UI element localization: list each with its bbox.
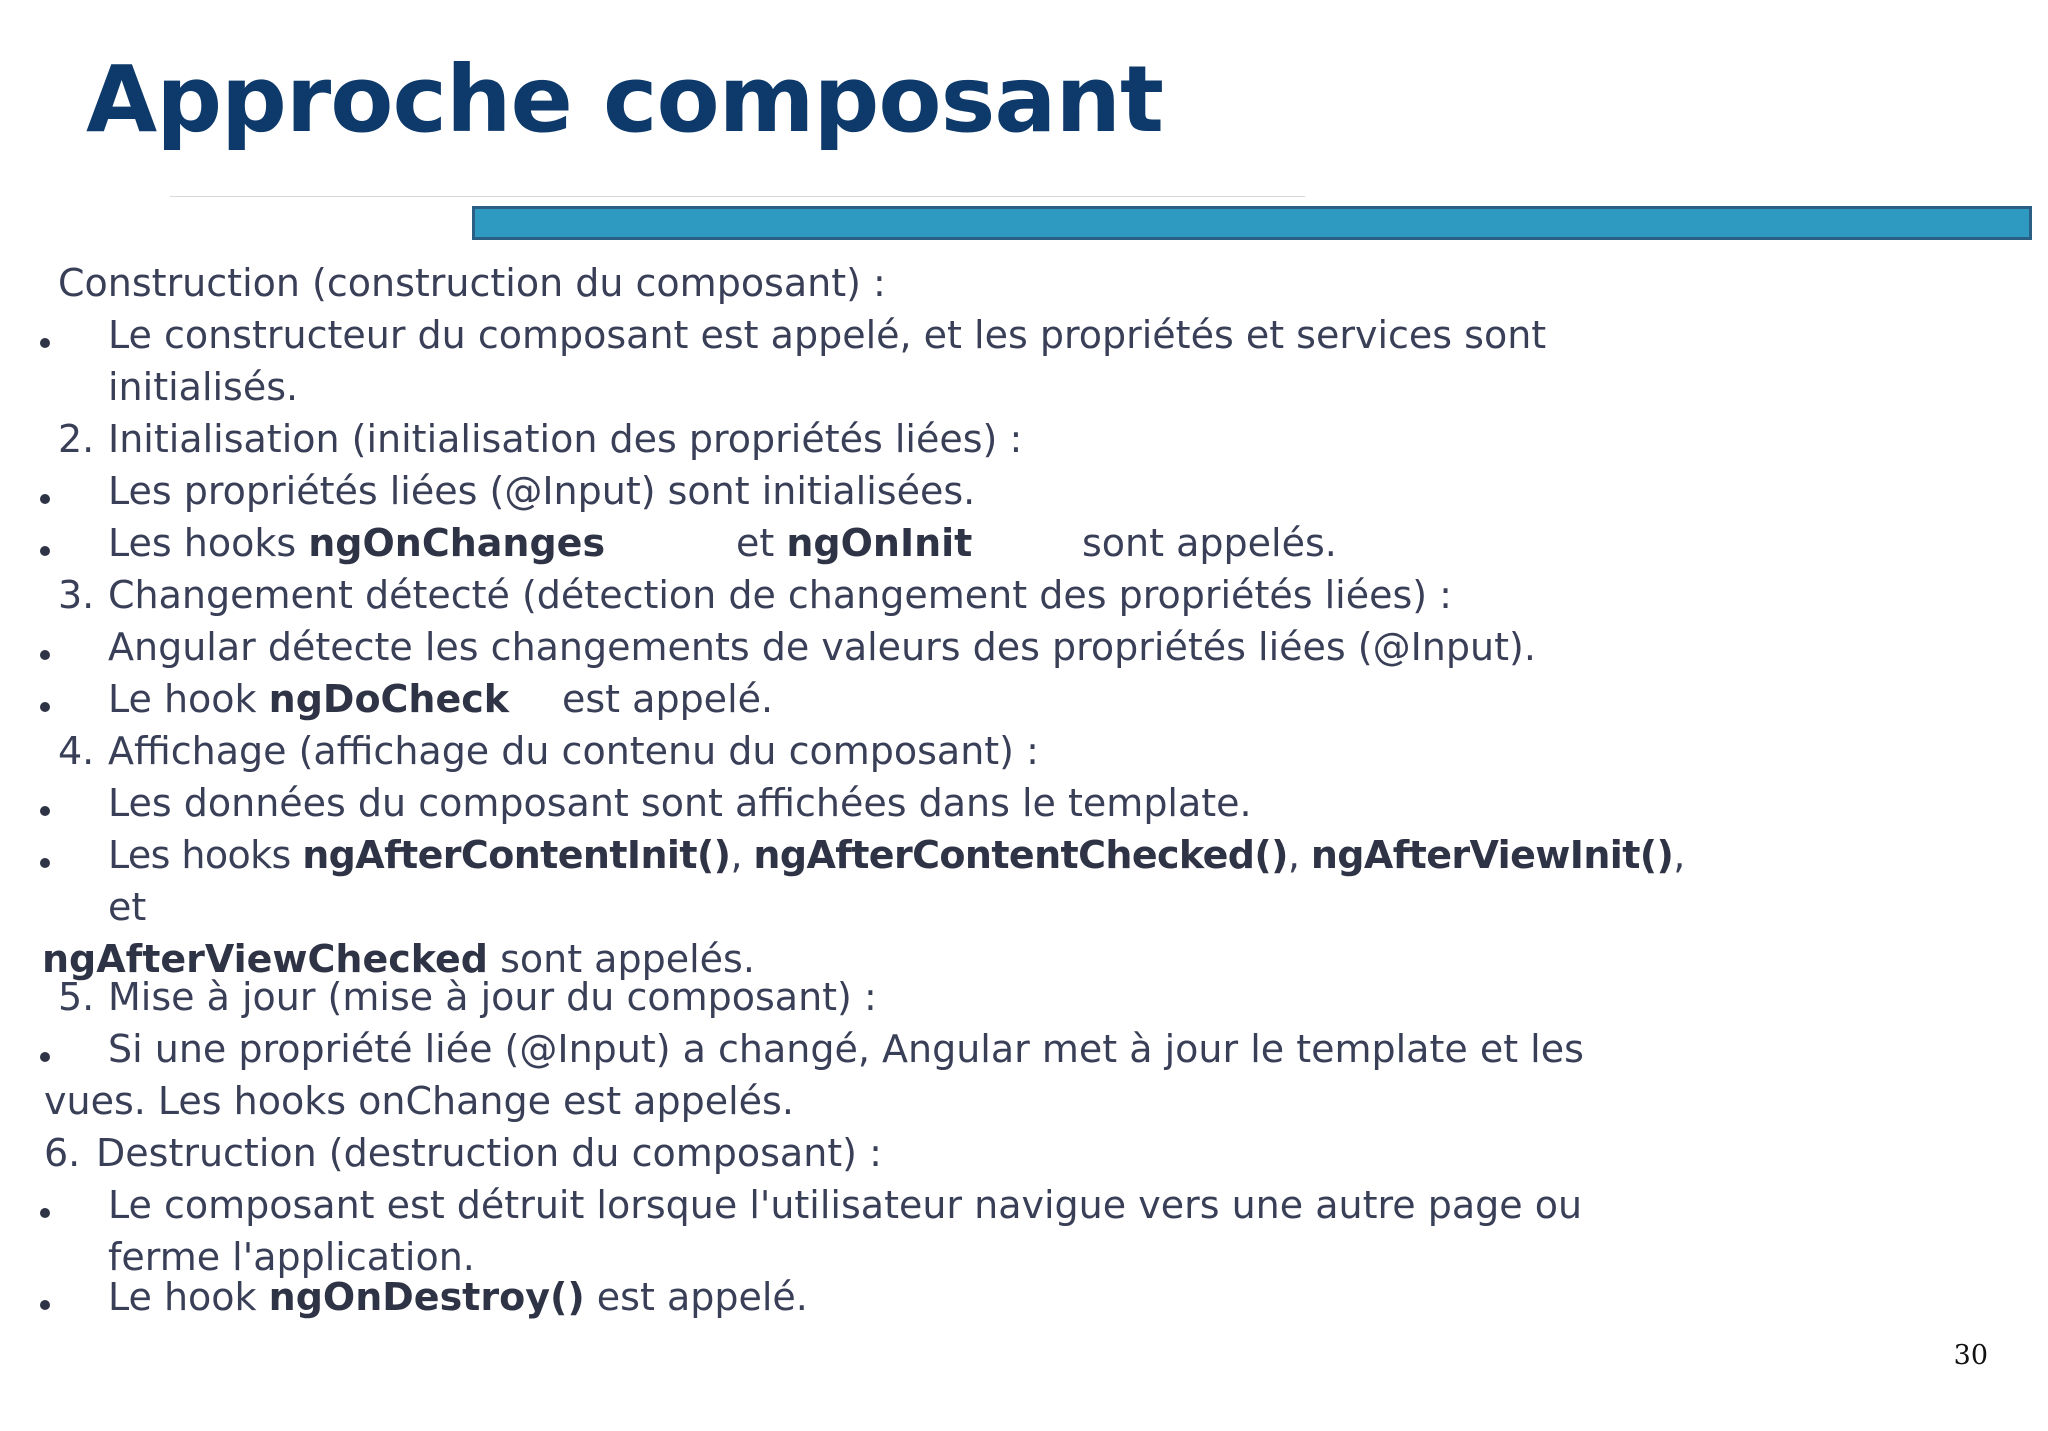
update-heading: Mise à jour (mise à jour du composant) :: [108, 975, 877, 1019]
slide-title: Approche composant: [86, 46, 1163, 153]
page-number: 30: [1953, 1340, 1988, 1371]
init-bullet-2-pre: Les hooks: [108, 521, 309, 565]
title-divider: [170, 196, 1305, 197]
bullet-dot: [40, 858, 50, 868]
ngaftercontentinit-hook: ngAfterContentInit(): [302, 833, 731, 877]
init-number: 2.: [58, 417, 95, 461]
bullet-dot: [40, 650, 50, 660]
change-bullet-2-pre: Le hook: [108, 677, 269, 721]
separator: ,: [1673, 833, 1685, 877]
destroy-bullet-2-pre: Le hook: [108, 1275, 269, 1319]
separator: ,: [1287, 833, 1311, 877]
ngondestroy-hook: ngOnDestroy(): [268, 1275, 585, 1319]
bullet-dot: [40, 494, 50, 504]
display-bullet-2-line-3-post: sont appelés.: [487, 937, 755, 981]
destroy-bullet-1-line-1: Le composant est détruit lorsque l'utilisateur navigue vers une autre page ou: [108, 1183, 1583, 1227]
bullet-dot: [40, 806, 50, 816]
change-number: 3.: [58, 573, 95, 617]
bullet-dot: [40, 1208, 50, 1218]
ngaftercontentchecked-hook: ngAfterContentChecked(): [753, 833, 1288, 877]
update-bullet-1-line-2: vues. Les hooks onChange est appelés.: [44, 1079, 794, 1123]
destroy-heading: Destruction (destruction du composant) :: [96, 1131, 882, 1175]
accent-bar: [472, 206, 2032, 240]
ngafterviewchecked-hook: ngAfterViewChecked: [42, 937, 488, 981]
bullet-dot: [40, 338, 50, 348]
destroy-bullet-2: [108, 1272, 808, 1322]
init-bullet-2-et: et: [736, 521, 787, 565]
update-bullet-1-line-1: Si une propriété liée (@Input) a changé, Angular met à jour le template et les: [108, 1027, 1584, 1071]
init-bullet-2-post: sont appelés.: [1082, 521, 1337, 565]
bullet-dot: [40, 1300, 50, 1310]
init-heading: Initialisation (initialisation des propriétés liées) :: [108, 417, 1023, 461]
construction-heading: Construction (construction du composant) :: [58, 261, 886, 305]
ngonchanges-hook: ngOnChanges: [308, 521, 606, 565]
bullet-dot: [40, 702, 50, 712]
display-bullet-2-line-1: [108, 830, 1685, 880]
bullet-dot: [40, 546, 50, 556]
display-heading: Affichage (affichage du contenu du composant) :: [108, 729, 1039, 773]
init-bullet-2: [108, 518, 605, 568]
display-bullet-2-pre: Les hooks: [108, 833, 303, 877]
ngoninit-hook: ngOnInit: [786, 521, 973, 565]
change-bullet-2-post: est appelé.: [562, 677, 774, 721]
display-bullet-2-line-2: et: [108, 885, 147, 929]
ngafterviewinit-hook: ngAfterViewInit(): [1310, 833, 1674, 877]
separator: ,: [730, 833, 754, 877]
destroy-bullet-2-post: est appelé.: [584, 1275, 808, 1319]
construction-bullet-1-line-2: initialisés.: [108, 365, 299, 409]
bullet-dot: [40, 1052, 50, 1062]
change-bullet-1: Angular détecte les changements de valeurs des propriétés liées (@Input).: [108, 625, 1536, 669]
change-heading: Changement détecté (détection de changement des propriétés liées) :: [108, 573, 1452, 617]
construction-bullet-1-line-1: Le constructeur du composant est appelé, et les propriétés et services sont: [108, 313, 1547, 357]
init-bullet-1: Les propriétés liées (@Input) sont initialisées.: [108, 469, 976, 513]
update-number: 5.: [58, 975, 95, 1019]
destroy-bullet-1-line-2: ferme l'application.: [108, 1235, 475, 1279]
destroy-number: 6.: [44, 1131, 81, 1175]
ngdocheck-hook: ngDoCheck: [268, 677, 510, 721]
display-number: 4.: [58, 729, 95, 773]
change-bullet-2: [108, 674, 509, 724]
display-bullet-1: Les données du composant sont affichées dans le template.: [108, 781, 1252, 825]
init-bullet-2-mid: [736, 518, 972, 568]
